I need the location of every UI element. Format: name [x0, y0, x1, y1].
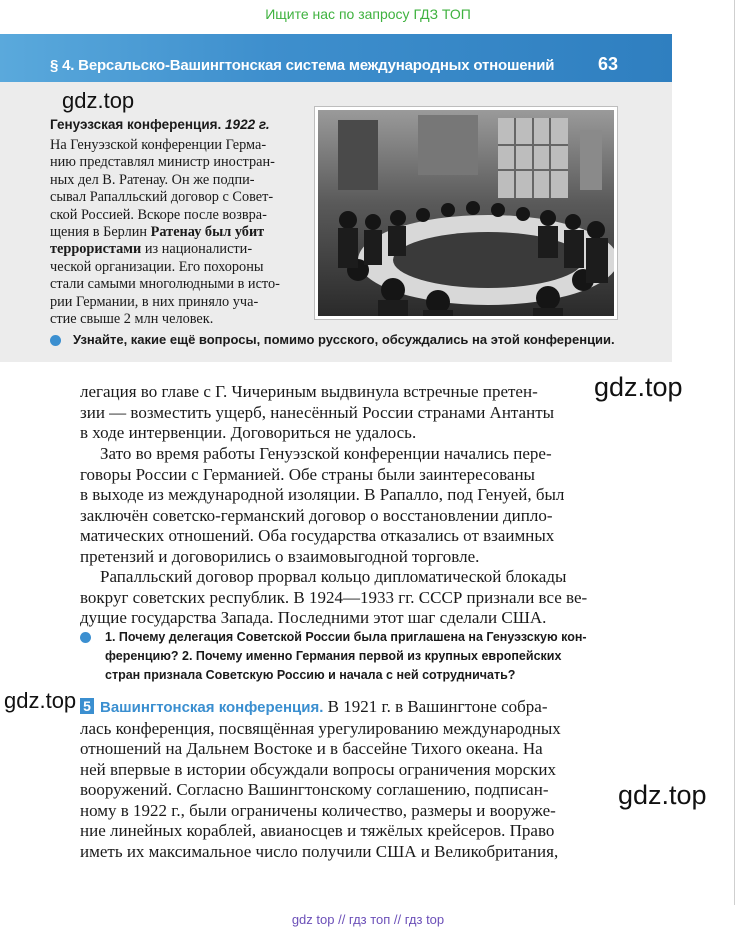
watermark: gdz.top	[618, 780, 707, 810]
box-text	[50, 137, 295, 328]
question-line: 1. Почему делегация Советской России была приглашена на Генуэзскую кон-	[105, 630, 587, 644]
box-heading	[50, 117, 270, 132]
box-text-line: ческой организации. Его похороны	[50, 258, 264, 275]
task-bullet-icon	[50, 335, 61, 346]
text-line: легация во главе с Г. Чичериным выдвинула встречные претен-	[80, 382, 538, 401]
text-line: в ходе интервенции. Договориться не удалось.	[80, 423, 417, 442]
paragraph-3	[80, 567, 590, 629]
text-line: говоры России с Германией. Обе страны были заинтересованы	[80, 464, 535, 484]
page-number: 63	[598, 54, 619, 74]
box-text-line: ных дел В. Ратенау. Он же подпи-	[50, 171, 255, 188]
text-line: ние линейных кораблей, авианосцев и тяжёлых крейсеров. Право	[80, 821, 555, 840]
box-bold-fragment-2: террористами	[50, 241, 142, 258]
box-heading-title: Генуэзская конференция.	[50, 117, 222, 132]
box-task-text: Узнайте, какие ещё вопросы, помимо русского, обсуждались на этой конференции.	[73, 332, 615, 347]
text-line: вооружений. Согласно Вашингтонскому соглашению, подписан-	[80, 780, 549, 799]
question-bullet-icon	[80, 632, 91, 643]
box-bold-fragment: Ратенау был убит	[150, 224, 265, 241]
chapter-banner	[0, 34, 672, 82]
sidebar-box	[0, 82, 672, 362]
text-fragment: В 1921 г. в Вашингтоне собра-	[323, 697, 548, 716]
text-line: заключён советско-германский договор о восстановлении дипло-	[80, 505, 553, 525]
box-text-line: нию представлял министр иностран-	[50, 154, 275, 171]
top-link[interactable]: Ищите нас по запросу ГДЗ ТОП	[265, 6, 471, 22]
conference-photo	[315, 107, 617, 319]
section-5	[80, 697, 600, 862]
watermark: gdz.top	[594, 372, 683, 402]
text-line: лась конференция, посвящённая урегулированию международных	[80, 718, 561, 738]
text-line: отношений на Дальнем Востоке и в бассейне Тихого океана. На	[80, 739, 543, 758]
box-text-fragment: из националисти-	[141, 241, 253, 258]
box-text-fragment: щения в Берлин	[50, 224, 151, 241]
box-heading-year: 1922 г.	[225, 117, 270, 132]
text-line: Рапалльский договор прорвал кольцо дипломатической блокады	[100, 567, 567, 586]
text-line: ней впервые в истории обсуждали вопросы ограничения морских	[80, 759, 557, 779]
text-line: ному в 1922 г., были ограничены количество, размеры и вооруже-	[80, 800, 556, 820]
box-text-line	[50, 224, 295, 241]
paragraph-1	[80, 382, 590, 444]
question-line: стран признала Советскую Россию и начала с ней сотрудничать?	[105, 668, 516, 682]
box-text-line: стали самыми многолюдными в исто-	[50, 276, 280, 293]
paragraph-2	[80, 444, 590, 567]
watermark: gdz.top	[4, 688, 77, 713]
text-line: матических отношений. Оба государства отказались от взаимных	[80, 526, 555, 545]
conference-photo-image	[318, 110, 614, 316]
section-title: Вашингтонская конференция.	[100, 699, 324, 716]
question-line: ференцию? 2. Почему именно Германия первой из крупных европейских	[105, 649, 562, 663]
text-line: дущие государства Запада. Последними этот шаг сделали США.	[80, 608, 547, 627]
box-text-line: На Генуэзской конференции Герма-	[50, 137, 267, 153]
chapter-title: § 4. Версальско-Вашингтонская система международных отношений	[50, 57, 555, 74]
box-text-line	[50, 241, 295, 258]
text-line: в выходе из международной изоляции. В Рапалло, под Генуей, был	[80, 485, 565, 504]
text-line: вокруг советских республик. В 1924—1933 гг. СССР признали все ве-	[80, 587, 588, 607]
text-line: зии — возместить ущерб, нанесённый России странами Антанты	[80, 402, 555, 422]
box-text-line: стие свыше 2 млн человек.	[50, 311, 214, 328]
section-number-badge: 5	[80, 698, 94, 714]
box-task	[50, 332, 615, 347]
box-text-line: сывал Рапалльский договор с Совет-	[50, 189, 274, 206]
text-line: иметь их максимальное число получили США и Великобритания,	[80, 841, 559, 861]
text-line: претензий и договорились о взаимовыгодной торговле.	[80, 546, 480, 566]
box-text-line: ской Россией. Вскоре после возвра-	[50, 206, 267, 223]
text-line: Зато во время работы Генуэзской конференции начались пере-	[100, 444, 552, 463]
watermark: gdz.top	[62, 88, 135, 113]
box-text-line: рии Германии, в них приняло уча-	[50, 293, 259, 310]
footer-links[interactable]: gdz top // гдз топ // гдз top	[291, 912, 445, 927]
questions-block	[80, 628, 600, 685]
page-edge-rule	[734, 0, 735, 905]
section-5-first-line	[80, 697, 600, 719]
